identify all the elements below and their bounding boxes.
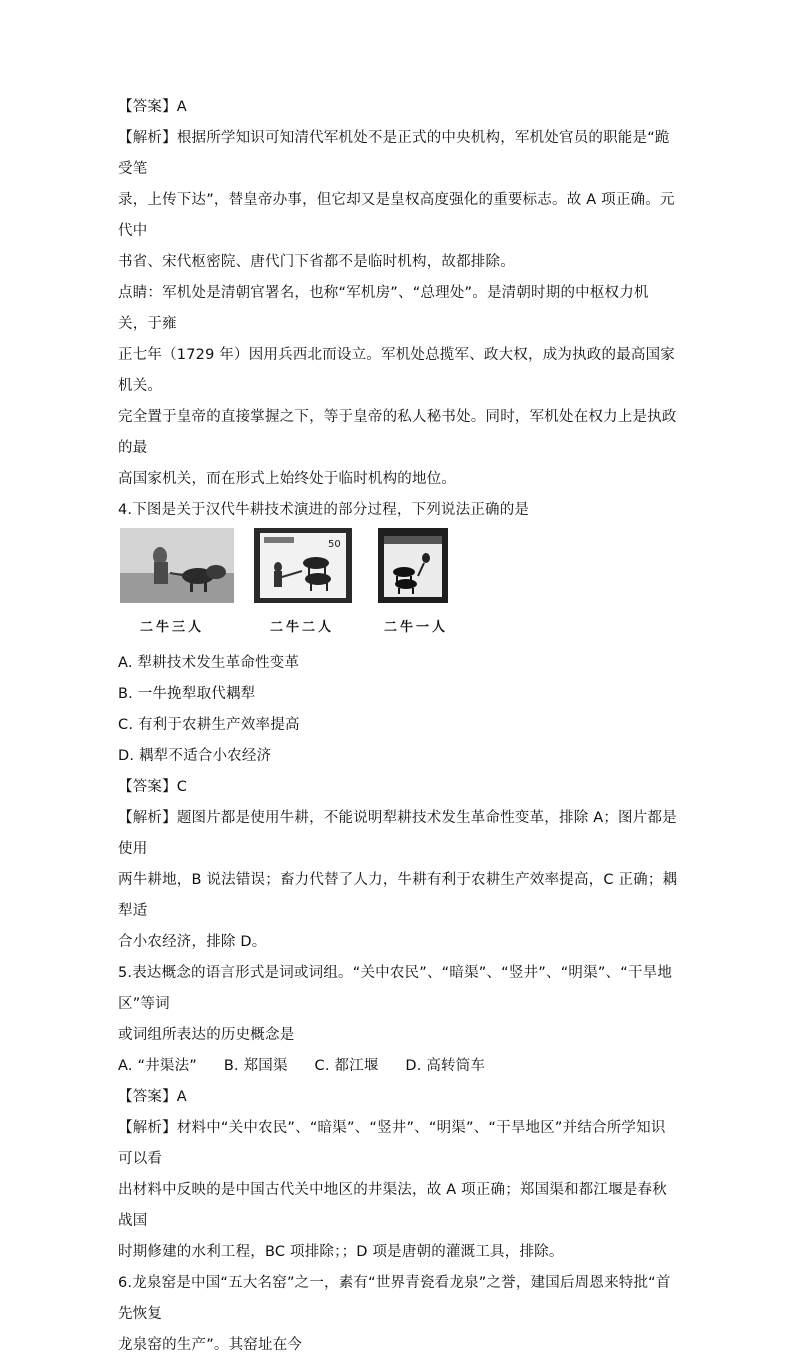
- q5-analysis-line-2: 出材料中反映的是中国古代关中地区的井渠法，故 A 项正确；郑国渠和都江堰是春秋战国: [118, 1182, 667, 1229]
- q3-analysis-line-1: 【解析】根据所学知识可知清代军机处不是正式的中央机构，军机处官员的职能是“跪受笔: [118, 130, 670, 177]
- q4-option-c: C. 有利于农耕生产效率提高: [118, 717, 300, 733]
- q3-analysis-line-3: 书省、宋代枢密院、唐代门下省都不是临时机构，故都排除。: [118, 254, 515, 270]
- q3-note-line-2: 正七年（1729 年）因用兵西北而设立。军机处总揽军、政大权，成为执政的最高国家机关。: [118, 347, 676, 394]
- q3-answer: 【答案】A: [118, 99, 187, 115]
- figure-brick-rubbing: [378, 528, 448, 603]
- q5-stem-line-2: 或词组所表达的历史概念是: [118, 1027, 295, 1043]
- q4-options: [118, 648, 678, 772]
- stamp-image: [254, 528, 352, 603]
- q5-answer: 【答案】A: [118, 1089, 187, 1105]
- q4-option-b: B. 一牛挽犁取代耦犁: [118, 686, 256, 702]
- q5-options: [118, 1051, 678, 1082]
- q3-note-line-4: 高国家机关，而在形式上始终处于临时机构的地位。: [118, 471, 457, 487]
- analysis-label: 【解析】: [118, 810, 177, 826]
- brick-rubbing-image: [378, 528, 448, 603]
- stamp-ox-icon: [260, 533, 346, 598]
- figure-caption-3: 二牛一人: [384, 620, 449, 635]
- q5-option-c: C. 都江堰: [314, 1058, 379, 1074]
- ox-plough-photo-image: [120, 528, 234, 603]
- q4-stem: 4.下图是关于汉代牛耕技术演进的部分过程，下列说法正确的是: [118, 502, 530, 518]
- q6-stem-line-1: 6.龙泉窑是中国“五大名窑”之一，素有“世界青瓷看龙泉”之誉，建国后周恩来特批“首先恢复: [118, 1275, 671, 1322]
- q5-option-b: B. 郑国渠: [223, 1058, 288, 1074]
- brick-ox-icon: [384, 536, 442, 597]
- q3-analysis-line-2: 录，上传下达”，替皇帝办事，但它却又是皇权高度强化的重要标志。故 A 项正确。元代中: [118, 192, 675, 239]
- ox-plough-photo-icon: [120, 528, 234, 603]
- figure-caption-1: 二牛三人: [140, 620, 205, 635]
- q5-analysis-line-1: 【解析】材料中“关中农民”、“暗渠”、“竖井”、“明渠”、“干旱地区”并结合所学知识可以看: [118, 1120, 666, 1167]
- analysis-label: 【解析】: [118, 1120, 177, 1136]
- figure-stamp: [254, 528, 352, 603]
- figure-ox-plough-photo: [120, 528, 234, 603]
- q6-stem-line-2: 龙泉窑的生产”。其窑址在今: [118, 1337, 303, 1353]
- analysis-label: 【解析】: [118, 130, 177, 146]
- q4-option-a: A. 犁耕技术发生革命性变革: [118, 655, 300, 671]
- q5-analysis-line-3: 时期修建的水利工程，BC 项排除；；D 项是唐朝的灌溉工具，排除。: [118, 1244, 564, 1260]
- document-page: [118, 92, 678, 1361]
- q3-note-line-3: 完全置于皇帝的直接掌握之下，等于皇帝的私人秘书处。同时，军机处在权力上是执政的最: [118, 409, 677, 456]
- q4-analysis-line-2: 两牛耕地，B 说法错误；畜力代替了人力，牛耕有利于农耕生产效率提高，C 正确；耦犁适: [118, 872, 678, 919]
- q3-note-line-1: 点睛：军机处是清朝官署名，也称“军机房”、“总理处”。是清朝时期的中枢权力机关，于雍: [118, 285, 649, 332]
- stamp-value: 50: [328, 539, 341, 550]
- q4-figures: [118, 528, 678, 636]
- figure-caption-2: 二牛二人: [270, 620, 335, 635]
- q4-option-d: D. 耦犁不适合小农经济: [118, 748, 272, 764]
- q4-answer: 【答案】C: [118, 779, 188, 795]
- q4-analysis-line-3: 合小农经济，排除 D。: [118, 934, 267, 950]
- q5-option-d: D. 高转筒车: [405, 1058, 486, 1074]
- q4-analysis-line-1: 【解析】题图片都是使用牛耕，不能说明犁耕技术发生革命性变革，排除 A；图片都是使用: [118, 810, 677, 857]
- q5-option-a: A. “井渠法”: [118, 1058, 198, 1074]
- q5-stem-line-1: 5.表达概念的语言形式是词或词组。“关中农民”、“暗渠”、“竖井”、“明渠”、“干旱地区”等词: [118, 965, 673, 1012]
